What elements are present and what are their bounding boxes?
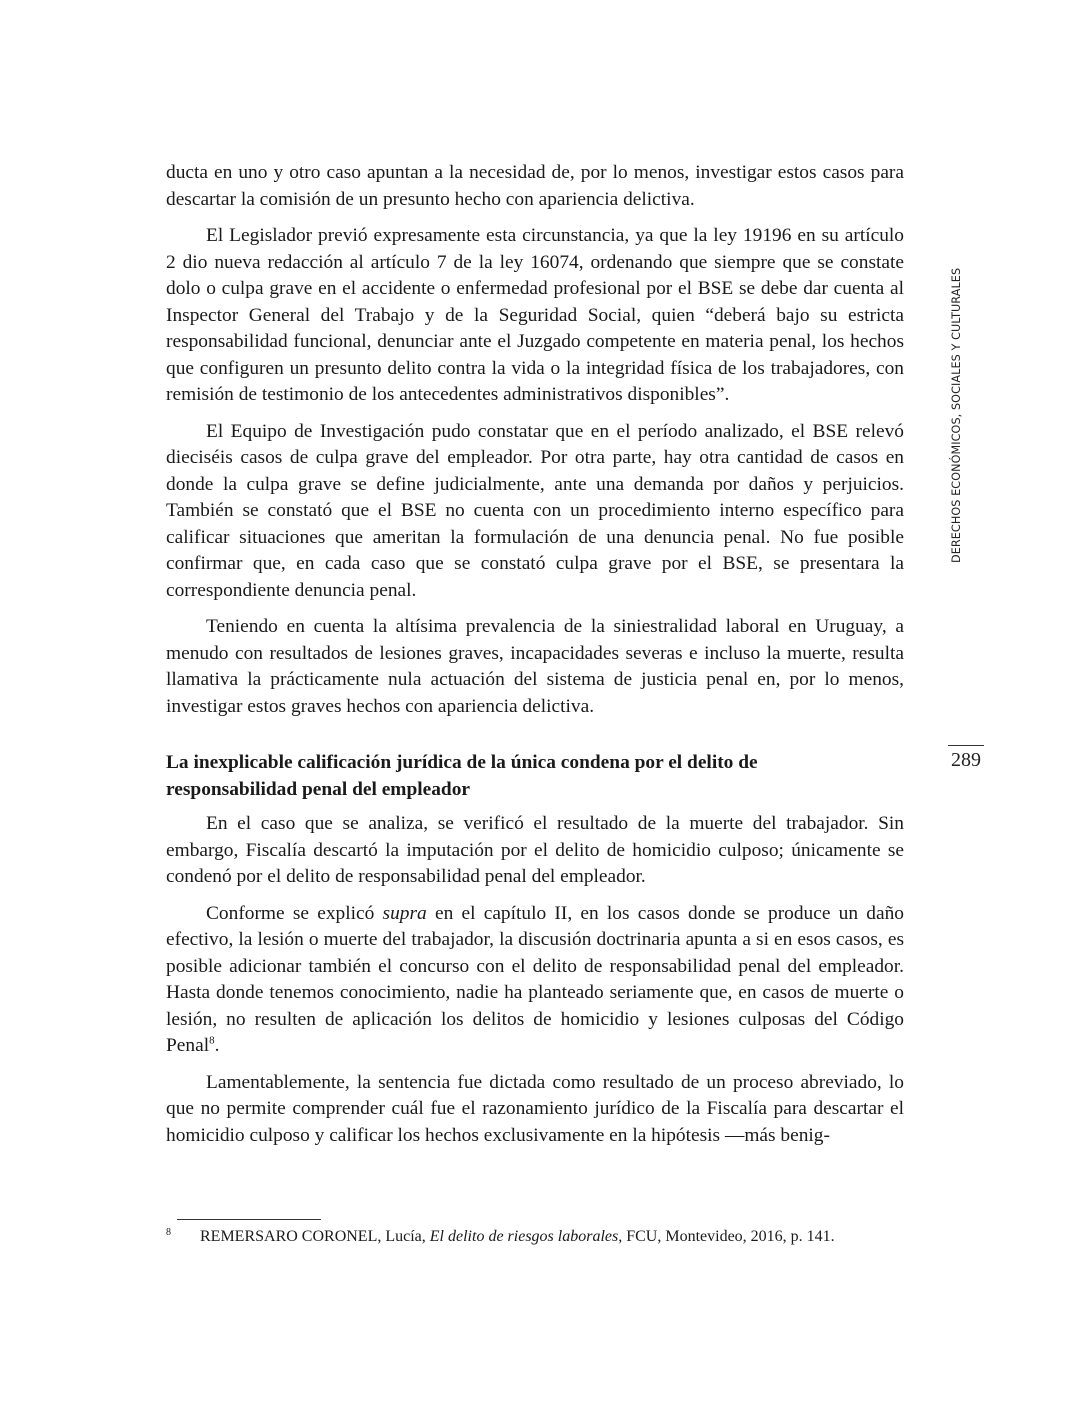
running-side-title: DERECHOS ECONÓMICOS, SOCIALES Y CULTURALES (950, 267, 963, 563)
body-text (166, 160, 904, 1159)
footnote-reference[interactable]: 8 (209, 1034, 215, 1047)
paragraph-conforme-b: en el capítulo II, en los casos donde se produce un daño efectivo, la lesión o muerte del trabajador, la discusión doctrinaria apunta a si en esos casos, es posible adicionar también el concurso con el delito de responsabilidad penal del empleador. Hasta donde tenemos conocimiento, nadie ha planteado seriamente que, en casos de muerte o lesión, no resulten de aplicación los delitos de homicidio y lesiones culposas del Código Penal (166, 902, 904, 1056)
footnote-number: 8 (166, 1227, 171, 1238)
paragraph-siniestralidad: Teniendo en cuenta la altísima prevalencia de la siniestralidad laboral en Uruguay, a menudo con resultados de lesiones graves, incapacidades severas e incluso la muerte, resulta llamativa la prácticamente nula actuación del sistema de justicia penal en, por lo menos, investigar estos graves hechos con apariencia delictiva. (166, 616, 904, 717)
footnote (166, 1226, 906, 1248)
supra-italic: supra (382, 902, 427, 924)
footnote-book-title: El delito de riesgos laborales, (429, 1228, 623, 1245)
paragraph-conforme-end: . (214, 1035, 220, 1056)
paragraph-continuation: ducta en uno y otro caso apuntan a la necesidad de, por lo menos, investigar estos casos para descartar la comisión de un presunto hecho con apariencia delictiva. (166, 162, 904, 210)
page-number: 289 (951, 749, 981, 771)
paragraph-conforme-a: Conforme se explicó (206, 902, 383, 924)
footnote-text-a: REMERSARO CORONEL, Lucía, (200, 1228, 430, 1245)
paragraph-caso-analizado: En el caso que se analiza, se verificó el resultado de la muerte del trabajador. Sin embargo, Fiscalía descartó la imputación por el delito de homicidio culposo; únicamente se condenó por el delito de responsabilidad penal del empleador. (166, 813, 904, 887)
paragraph-legislador: El Legislador previó expresamente esta circunstancia, ya que la ley 19196 en su artículo 2 dio nueva redacción al artículo 7 de la ley 16074, ordenando que siempre que se constate dolo o culpa grave en el accidente o enfermedad profesional por el BSE se debe dar cuenta al Inspector General del Trabajo y de la Seguridad Social, quien “deberá bajo su estricta responsabilidad funcional, denunciar ante el Juzgado competente en materia penal, los hechos que configuren un presunto delito contra la vida o la integridad física de los trabajadores, con remisión de testimonio de los antecedentes administrativos disponibles”. (166, 225, 904, 405)
footnote-divider (177, 1219, 321, 1220)
section-heading: La inexplicable calificación jurídica de la única condena por el delito de responsabilidad penal del empleador (166, 752, 758, 800)
page-number-rule (948, 745, 984, 746)
paragraph-conforme (166, 901, 904, 1060)
footnote-text-b: FCU, Montevideo, 2016, p. 141. (622, 1228, 835, 1245)
paragraph-lamentablemente: Lamentablemente, la sentencia fue dictada como resultado de un proceso abreviado, lo que no permite comprender cuál fue el razonamiento jurídico de la Fiscalía para descartar el homicidio culposo y calificar los hechos exclusivamente en la hipótesis —más benig- (166, 1071, 904, 1146)
paragraph-equipo-investigacion: El Equipo de Investigación pudo constatar que en el período analizado, el BSE relevó dieciséis casos de culpa grave del empleador. Por otra parte, hay otra cantidad de casos en donde la culpa grave se define judicialmente, ante una demanda por daños y perjuicios. También se constató que el BSE no cuenta con un procedimiento interno específico para calificar situaciones que ameritan la formulación de una denuncia penal. No fue posible confirmar que, en cada caso que se constató culpa grave por el BSE, se presentara la correspondiente denuncia penal. (166, 420, 904, 601)
